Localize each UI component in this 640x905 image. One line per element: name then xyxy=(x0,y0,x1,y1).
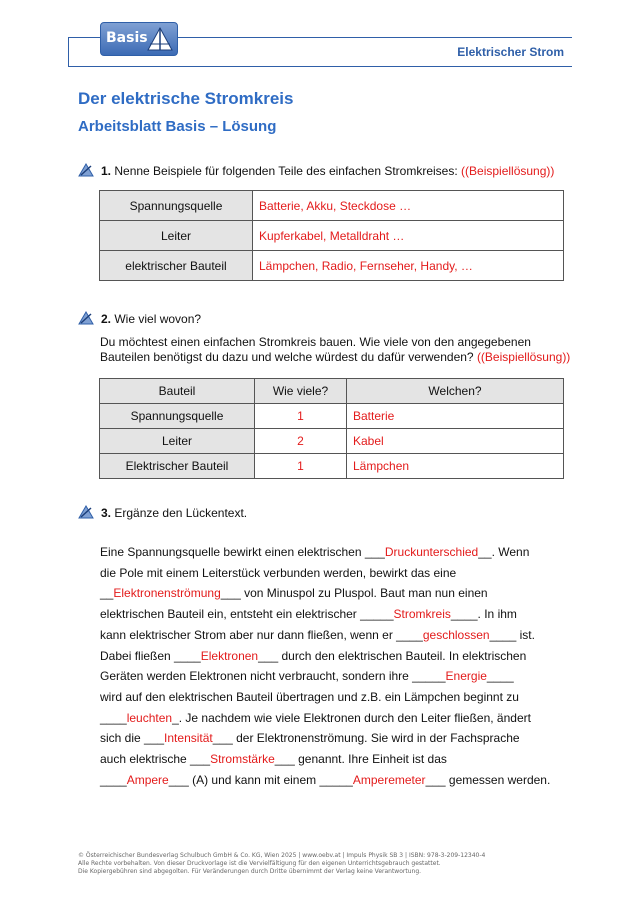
cloze-line xyxy=(100,687,570,708)
footer-line-2: Alle Rechte vorbehalten. Von dieser Druckvorlage ist die Vervielfältigung für den eigenen Unterrichtsgebrauch gestattet. xyxy=(78,860,441,867)
cloze-answer: geschlossen xyxy=(422,627,490,642)
cloze-line xyxy=(100,770,570,791)
cloze-text-segment: ___ von Minuspol zu Pluspol. Baut man nun einen xyxy=(220,586,488,601)
table-header-row xyxy=(100,379,564,404)
task-1-table xyxy=(99,190,564,281)
task-3-number: 3. xyxy=(101,506,112,520)
row-value: Kupferkabel, Metalldraht … xyxy=(253,221,564,251)
task-1-text: Nenne Beispiele für folgenden Teile des einfachen Stromkreises: xyxy=(114,164,458,178)
row-label: Leiter xyxy=(100,221,253,251)
task-2-para-line-1: Du möchtest einen einfachen Stromkreis bauen. Wie viele von den angegebenen xyxy=(100,335,531,349)
cloze-text-segment: ___ genannt. Ihre Einheit ist das xyxy=(274,752,447,767)
cloze-text xyxy=(100,542,570,790)
cloze-text-segment: ____ xyxy=(486,669,514,684)
cloze-text-segment: ____ ist. xyxy=(489,627,535,642)
count-cell: 1 xyxy=(255,454,347,479)
footer xyxy=(78,852,485,876)
cloze-answer: Stromkreis xyxy=(393,607,451,622)
cloze-text-segment: Eine Spannungsquelle bewirkt einen elektrischen ___ xyxy=(100,545,385,559)
cloze-answer: leuchten xyxy=(126,710,173,725)
task-pencil-icon xyxy=(78,163,94,177)
cloze-answer: Energie xyxy=(445,669,487,684)
task-2-heading xyxy=(78,311,201,326)
row-value: Batterie, Akku, Steckdose … xyxy=(253,191,564,221)
cloze-text-segment: ____ xyxy=(100,710,127,725)
cloze-answer: Amperemeter xyxy=(352,772,426,787)
cloze-line xyxy=(100,708,570,729)
which-cell: Batterie xyxy=(347,404,564,429)
cloze-text-segment: ___ durch den elektrischen Bauteil. In elektrischen xyxy=(258,648,527,663)
task-2-table xyxy=(99,378,564,479)
cloze-answer: Druckunterschied xyxy=(384,545,479,559)
cloze-text-segment: ___ gemessen werden. xyxy=(425,772,551,787)
cloze-text-segment: ____ xyxy=(100,772,127,787)
cloze-text-segment: _. Je nachdem wie viele Elektronen durch den Leiter fließen, ändert xyxy=(172,710,531,725)
cloze-text-segment: sich die ___ xyxy=(100,731,165,746)
footer-line-3: Die Kopiergebühren sind abgegolten. Für Veränderungen durch Dritte übernimmt der Verlag keine Verantwortung. xyxy=(78,868,422,875)
page-subtitle: Arbeitsblatt Basis – Lösung xyxy=(78,118,277,135)
basis-logo xyxy=(100,22,178,56)
cloze-answer: Elektronenströmung xyxy=(113,586,221,601)
table-row xyxy=(100,221,564,251)
cloze-text-segment: __ xyxy=(100,586,114,601)
cloze-text-segment: kann elektrischer Strom aber nur dann fließen, wenn er ____ xyxy=(100,627,423,642)
column-header: Bauteil xyxy=(100,379,255,404)
task-2-number: 2. xyxy=(101,312,112,326)
count-cell: 2 xyxy=(255,429,347,454)
part-cell: Spannungsquelle xyxy=(100,404,255,429)
task-3-heading xyxy=(78,505,247,520)
cloze-text-segment: __. Wenn xyxy=(478,545,530,559)
cloze-text-segment: ___ der Elektronenströmung. Sie wird in der Fachsprache xyxy=(212,731,520,746)
task-pencil-icon xyxy=(78,311,94,325)
task-3-text: Ergänze den Lückentext. xyxy=(114,506,248,520)
cloze-line xyxy=(100,583,570,604)
cloze-text-segment: ___ (A) und kann mit einem _____ xyxy=(168,772,353,787)
cloze-answer: Ampere xyxy=(126,772,169,787)
cloze-text-segment: auch elektrische ___ xyxy=(100,752,211,767)
page-title: Der elektrische Stromkreis xyxy=(78,89,294,108)
row-label: elektrischer Bauteil xyxy=(100,251,253,281)
table-row xyxy=(100,429,564,454)
part-cell: Elektrischer Bauteil xyxy=(100,454,255,479)
cloze-line xyxy=(100,728,570,749)
task-1-hint: ((Beispiellösung)) xyxy=(461,164,555,178)
cloze-line xyxy=(100,542,570,563)
cloze-text-segment: Geräten werden Elektronen nicht verbraucht, sondern ihre _____ xyxy=(100,669,446,684)
cloze-line xyxy=(100,625,570,646)
cloze-text-segment: ____. In ihm xyxy=(450,607,517,622)
cloze-line xyxy=(100,604,570,625)
cloze-line xyxy=(100,749,570,770)
cloze-text-segment: wird auf den elektrischen Bauteil übertragen und z.B. ein Lämpchen beginnt zu xyxy=(100,689,519,704)
column-header: Wie viele? xyxy=(255,379,347,404)
task-pencil-icon xyxy=(78,505,94,519)
cloze-answer: Intensität xyxy=(164,731,213,746)
table-row xyxy=(100,454,564,479)
column-header: Welchen? xyxy=(347,379,564,404)
cloze-text-segment: die Pole mit einem Leiterstück verbunden werden, bewirkt das eine xyxy=(100,565,457,580)
cloze-line xyxy=(100,646,570,667)
table-row xyxy=(100,251,564,281)
cloze-answer: Stromstärke xyxy=(210,752,275,767)
cloze-line xyxy=(100,563,570,584)
which-cell: Lämpchen xyxy=(347,454,564,479)
cloze-text-segment: Dabei fließen ____ xyxy=(100,648,201,663)
task-2-para-text: Bauteilen benötigst du dazu und welche würdest du dafür verwenden? xyxy=(100,350,474,364)
triangle-icon xyxy=(146,26,174,52)
task-1-heading xyxy=(78,163,554,178)
footer-line-1: © Österreichischer Bundesverlag Schulbuch GmbH & Co. KG, Wien 2025 | www.oebv.at | Impuls Physik SB 3 | ISBN: 978-3-209-12340-4 xyxy=(78,852,486,859)
task-2-hint: ((Beispiellösung)) xyxy=(476,350,571,364)
task-2-description xyxy=(100,335,580,365)
table-row xyxy=(100,191,564,221)
task-2-text: Wie viel wovon? xyxy=(114,312,202,326)
which-cell: Kabel xyxy=(347,429,564,454)
cloze-answer: Elektronen xyxy=(200,648,259,663)
row-value: Lämpchen, Radio, Fernseher, Handy, … xyxy=(253,251,564,281)
cloze-text-segment: elektrischen Bauteil ein, entsteht ein elektrischer _____ xyxy=(100,607,394,622)
topic-label: Elektrischer Strom xyxy=(457,45,564,59)
cloze-line xyxy=(100,666,570,687)
table-row xyxy=(100,404,564,429)
task-1-number: 1. xyxy=(101,164,112,178)
part-cell: Leiter xyxy=(100,429,255,454)
row-label: Spannungsquelle xyxy=(100,191,253,221)
task-2-para-line-2 xyxy=(100,350,580,365)
count-cell: 1 xyxy=(255,404,347,429)
logo-text: Basis xyxy=(106,30,148,46)
